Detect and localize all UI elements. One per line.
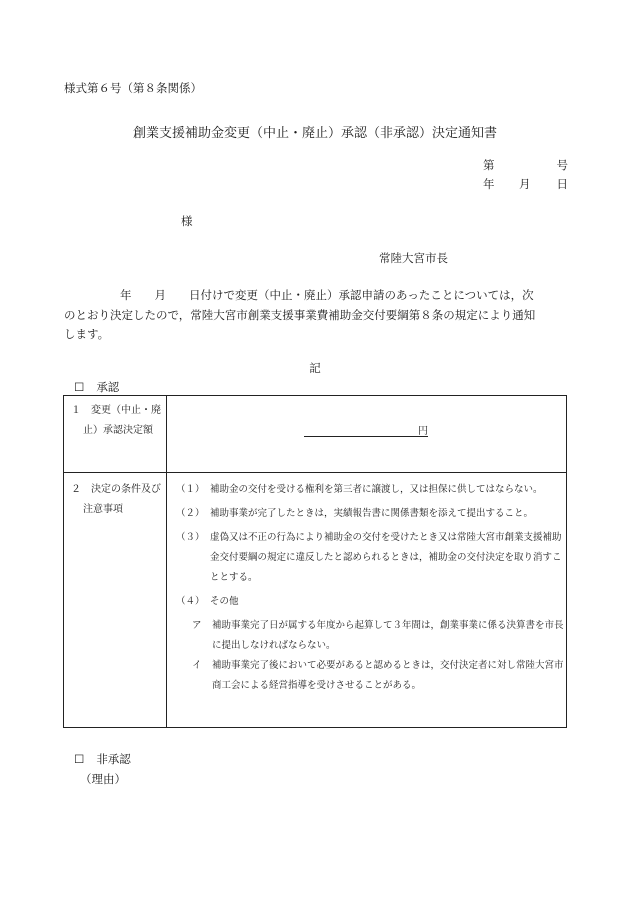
approval-heading [74,379,119,395]
row1-label-a: １ 変更（中止・廃 [71,405,161,416]
condition-item: （２） 補助事業が完了したときは，実績報告書に関係書類を添えて提出すること。 [176,508,534,519]
condition-sub-item: イ 補助事業完了後において必要があると認めるときは，交付決定者に対し常陸大宮市商工会による経営指導を受けさせることがある。 [192,660,564,691]
number-label-go: 号 [556,158,568,172]
row1-label-b: 止）承認決定額 [83,425,153,436]
row2-label-a: ２ 決定の条件及び [71,484,161,495]
addressee-suffix: 様 [181,214,193,228]
condition-sub-item: ア 補助事業完了日が属する年度から起算して３年間は，創業事業に係る決算書を市長に提出しなければならない。 [192,620,564,651]
condition-item: （１） 補助金の交付を受ける権利を第三者に譲渡し，又は担保に供してはならない。 [176,484,543,495]
document-title: 創業支援補助金変更（中止・廃止）承認（非承認）決定通知書 [132,126,497,141]
row2-label [71,480,161,520]
issuer-name: 常陸大宮市長 [379,251,448,265]
number-label-dai: 第 [483,158,495,172]
approved-amount-field[interactable] [304,422,428,437]
rejection-reason-label: （理由） [80,772,126,786]
notice-body [64,286,564,345]
ki-heading: 記 [309,361,321,375]
condition-item: （４） その他 [176,596,239,607]
approval-label: 承認 [96,380,120,394]
rejection-checkbox[interactable]: ☐ [74,752,85,766]
row2-label-b: 注意事項 [83,504,123,515]
rejection-label: 非承認 [96,752,131,766]
amount-unit: 円 [418,426,428,437]
form-number: 様式第６号（第８条関係） [64,81,202,95]
date-month: 月 [519,177,531,191]
body-line-3: します。 [64,327,110,341]
approval-checkbox[interactable]: ☐ [74,380,85,394]
date-year: 年 [483,177,495,191]
row1-label [71,401,161,441]
approval-table [63,395,567,728]
table-divider-vertical [166,396,167,727]
date-day: 日 [556,177,568,191]
condition-item: （３） 虚偽又は不正の行為により補助金の交付を受けたとき又は常陸大宮市創業支援補助金交付要綱の規定に違反したと認められるときは，補助金の交付決定を取り消すこととする。 [176,532,562,583]
body-line-2: のとおり決定したので，常陸大宮市創業支援事業費補助金交付要綱第８条の規定により通知 [64,307,536,322]
rejection-heading [74,751,131,767]
conditions-list [176,480,564,696]
table-divider-horizontal [64,472,566,473]
body-line-1: 年 月 日付けで変更（中止・廃止）承認申請のあったことについては，次 [120,288,534,302]
